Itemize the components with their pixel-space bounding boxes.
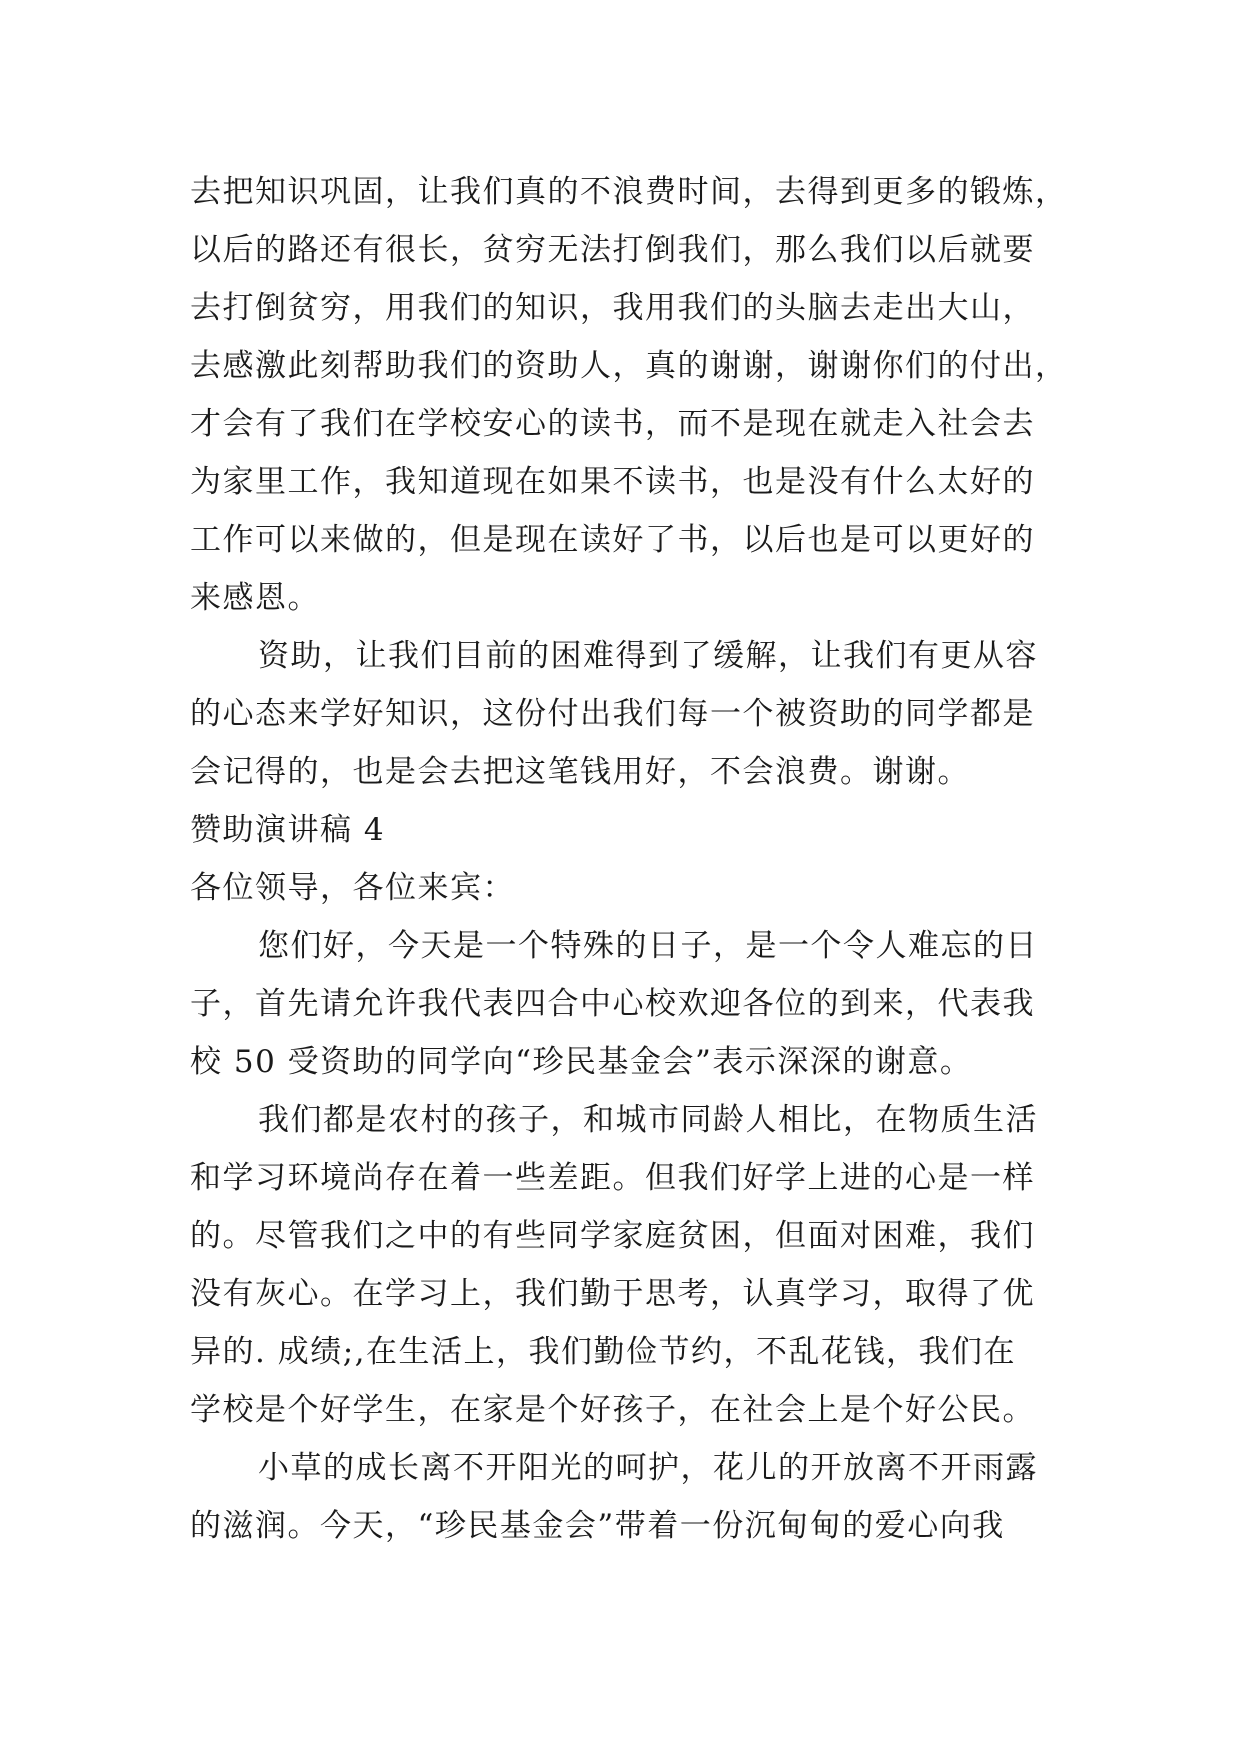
text-line: 资助，让我们目前的困难得到了缓解，让我们有更从容 bbox=[258, 638, 1038, 674]
text-line: 工作可以来做的，但是现在读好了书，以后也是可以更好的 bbox=[190, 522, 1035, 558]
section-heading: 赞助演讲稿 4 bbox=[190, 812, 386, 848]
text-line: 的心态来学好知识，这份付出我们每一个被资助的同学都是 bbox=[190, 696, 1035, 732]
text-line: 小草的成长离不开阳光的呵护，花儿的开放离不开雨露 bbox=[258, 1450, 1038, 1486]
body-text bbox=[190, 163, 1080, 1555]
text-line: 异的. 成绩;,在生活上，我们勤俭节约，不乱花钱，我们在 bbox=[190, 1334, 1017, 1370]
text-line: 会记得的，也是会去把这笔钱用好，不会浪费。谢谢。 bbox=[190, 754, 970, 790]
text-line: 子，首先请允许我代表四合中心校欢迎各位的到来，代表我 bbox=[190, 986, 1035, 1022]
text-line: 以后的路还有很长，贫穷无法打倒我们，那么我们以后就要 bbox=[190, 232, 1035, 268]
text-line: 来感恩。 bbox=[190, 580, 320, 616]
text-line: 去打倒贫穷，用我们的知识，我用我们的头脑去走出大山， bbox=[190, 290, 1035, 326]
text-line: 的滋润。今天，“珍民基金会”带着一份沉甸甸的爱心向我 bbox=[190, 1508, 1005, 1544]
text-line: 没有灰心。在学习上，我们勤于思考，认真学习，取得了优 bbox=[190, 1276, 1035, 1312]
text-line: 您们好，今天是一个特殊的日子，是一个令人难忘的日 bbox=[258, 928, 1038, 964]
text-line: 校 50 受资助的同学向“珍民基金会”表示深深的谢意。 bbox=[190, 1044, 973, 1080]
text-line: 去把知识巩固，让我们真的不浪费时间，去得到更多的锻炼， bbox=[190, 174, 1068, 210]
salutation: 各位领导，各位来宾： bbox=[190, 870, 515, 906]
text-line: 为家里工作，我知道现在如果不读书，也是没有什么太好的 bbox=[190, 464, 1035, 500]
text-line: 我们都是农村的孩子，和城市同龄人相比，在物质生活 bbox=[258, 1102, 1038, 1138]
text-line: 才会有了我们在学校安心的读书，而不是现在就走入社会去 bbox=[190, 406, 1035, 442]
text-line: 去感激此刻帮助我们的资助人，真的谢谢，谢谢你们的付出， bbox=[190, 348, 1068, 384]
text-line: 和学习环境尚存在着一些差距。但我们好学上进的心是一样 bbox=[190, 1160, 1035, 1196]
text-line: 的。尽管我们之中的有些同学家庭贫困，但面对困难，我们 bbox=[190, 1218, 1035, 1254]
text-line: 学校是个好学生，在家是个好孩子，在社会上是个好公民。 bbox=[190, 1392, 1035, 1428]
